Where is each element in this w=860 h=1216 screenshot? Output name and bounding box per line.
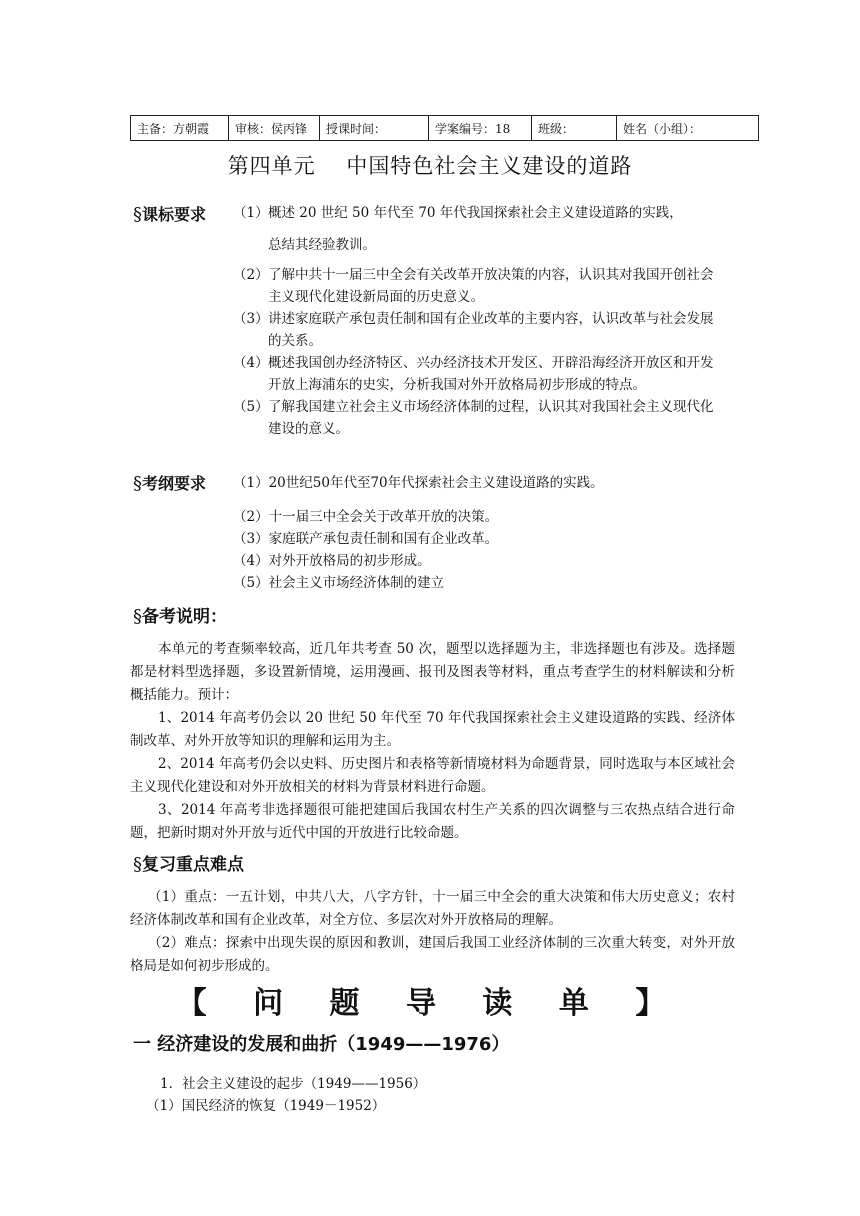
item-number: （3）	[233, 311, 269, 327]
kaogang-item: （1）20世纪50年代至70年代探索社会主义建设道路的实践。	[233, 475, 604, 491]
fuxi-body	[130, 886, 735, 978]
beikao-paragraph: 3、2014 年高考非选择题很可能把建国后我国农村生产关系的四次调整与三农热点结合进行命题，把新时期对外开放与近代中国的开放进行比较命题。	[130, 802, 735, 841]
header-table	[130, 115, 759, 141]
kaogang-item: （4）对外开放格局的初步形成。	[233, 553, 431, 569]
item-text: 概述我国创办经济特区、兴办经济技术开发区、开辟沿海经济开放区和开发开放上海浦东的史实，分析我国对外开放格局初步形成的特点。	[268, 355, 714, 393]
section1-sub2: （1）国民经济的恢复（1949－1952）	[146, 1098, 386, 1114]
kaogang-heading	[133, 471, 206, 494]
item-text: 了解中共十一届三中全会有关改革开放决策的内容，认识其对我国开创社会主义现代化建设新局面的历史意义。	[268, 267, 714, 305]
kaogang-item: （3）家庭联产承包责任制和国有企业改革。	[233, 531, 499, 547]
beikao-paragraph: 本单元的考查频率较高，近几年共考查 50 次，题型以选择题为主，非选择题也有涉及。选择题都是材料型选择题，多设置新情境，运用漫画、报刊及图表等材料，重点考查学生的材料解读和分析概括能力。预计：	[130, 641, 735, 703]
section-mark: §	[133, 473, 142, 494]
fuxi-heading	[133, 850, 244, 875]
kebiao-item	[233, 202, 733, 256]
kebiao-list	[233, 202, 733, 440]
header-cell-time: 授课时间：	[320, 116, 429, 141]
item-number: （4）	[233, 355, 269, 371]
header-cell-name: 姓名（小组）：	[617, 116, 759, 141]
kebiao-item	[233, 264, 733, 308]
section1-sub1: 1．社会主义建设的起步（1949——1956）	[160, 1076, 427, 1092]
kebiao-heading	[133, 202, 206, 225]
item-number: （2）	[233, 267, 269, 283]
fuxi-heading-text: 复习重点难点	[142, 855, 244, 875]
guide-title: 【 问 题 导 读 单 】	[176, 986, 684, 1021]
kebiao-item	[233, 396, 733, 440]
item-text: 概述 20 世纪 50 年代至 70 年代我国探索社会主义建设道路的实践，	[268, 205, 683, 221]
beikao-heading	[133, 602, 227, 627]
kaogang-item: （2）十一届三中全会关于改革开放的决策。	[233, 509, 499, 525]
header-cell-class: 班级：	[532, 116, 617, 141]
header-cell-number: 学案编号：18	[429, 116, 532, 141]
item-text: 了解我国建立社会主义市场经济体制的过程，认识其对我国社会主义现代化建设的意义。	[268, 399, 714, 437]
section-mark: §	[133, 204, 142, 225]
kaogang-item: （5）社会主义市场经济体制的建立	[233, 575, 445, 591]
beikao-heading-text: 备考说明：	[142, 607, 227, 627]
item-number: （5）	[233, 399, 269, 415]
item-text-cont: 总结其经验教训。	[268, 237, 376, 253]
unit-title: 第四单元 中国特色社会主义建设的道路	[227, 154, 633, 178]
fuxi-paragraph: （2）难点：探索中出现失误的原因和教训，建国后我国工业经济体制的三次重大转变，对外开放格局是如何初步形成的。	[130, 935, 735, 974]
kaogang-list	[233, 472, 733, 594]
item-text: 讲述家庭联产承包责任制和国有企业改革的主要内容，认识改革与社会发展的关系。	[268, 311, 714, 349]
section-mark: §	[133, 606, 142, 627]
kebiao-item	[233, 352, 733, 396]
kebiao-heading-text: 课标要求	[142, 205, 207, 224]
header-cell-author: 主备：方朝霞	[131, 116, 229, 141]
beikao-paragraph: 1、2014 年高考仍会以 20 世纪 50 年代至 70 年代我国探索社会主义建设道路的实践、经济体制改革、对外开放等知识的理解和运用为主。	[130, 710, 735, 749]
kebiao-item	[233, 308, 733, 352]
section1-title: 一 经济建设的发展和曲折（1949——1976）	[133, 1034, 510, 1055]
section-mark: §	[133, 854, 142, 875]
kaogang-heading-text: 考纲要求	[142, 474, 207, 493]
beikao-paragraph: 2、2014 年高考仍会以史料、历史图片和表格等新情境材料为命题背景，同时选取与本区域社会主义现代化建设和对外开放相关的材料为背景材料进行命题。	[130, 756, 735, 795]
header-cell-reviewer: 审核：侯丙锋	[229, 116, 320, 141]
fuxi-paragraph: （1）重点：一五计划，中共八大，八字方针，十一届三中全会的重大决策和伟大历史意义；农村经济体制改革和国有企业改革，对全方位、多层次对外开放格局的理解。	[130, 889, 735, 928]
beikao-body	[130, 638, 735, 845]
item-number: （1）	[233, 205, 269, 221]
